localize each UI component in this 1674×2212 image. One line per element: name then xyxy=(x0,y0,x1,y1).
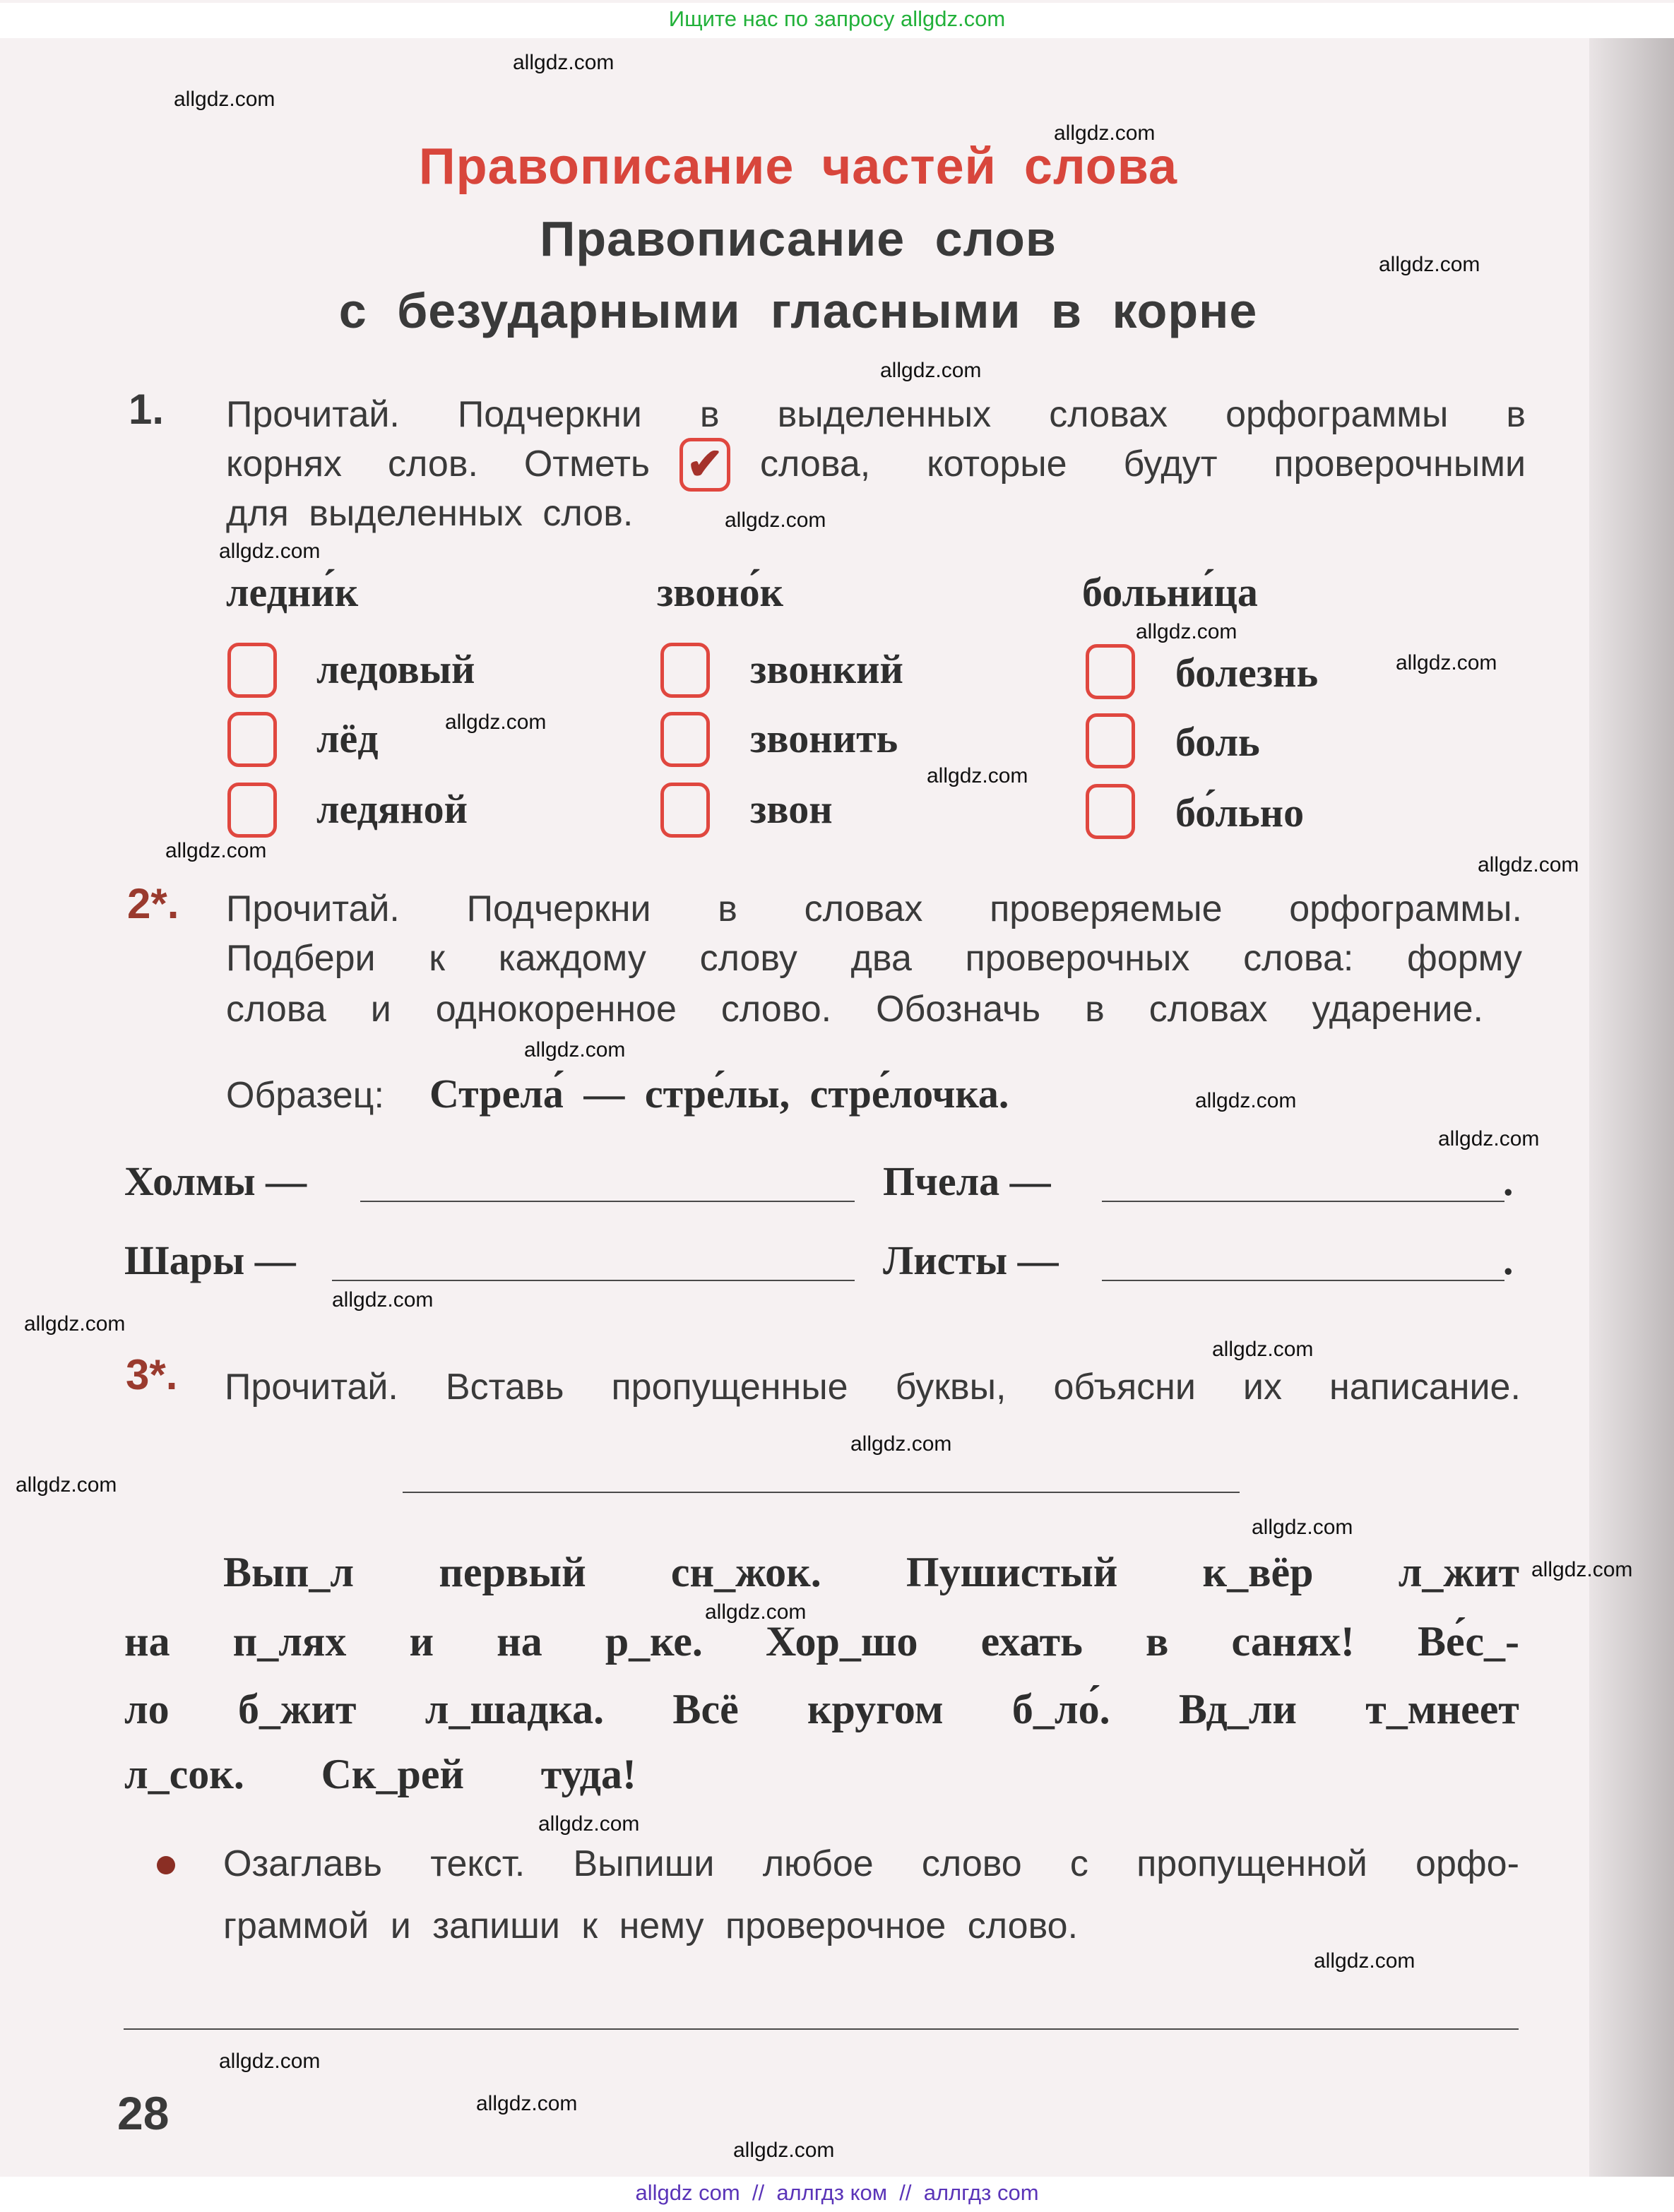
word: ло xyxy=(124,1686,170,1732)
word: словах xyxy=(804,888,923,929)
word: л_сок. xyxy=(124,1751,244,1797)
word: любое xyxy=(762,1843,874,1884)
word: первый xyxy=(439,1549,586,1595)
page-edge-shadow xyxy=(1589,38,1674,2178)
answer-line[interactable] xyxy=(360,1201,855,1202)
word: Хор_шо xyxy=(765,1618,918,1665)
word-holmy: Холмы — xyxy=(124,1158,307,1204)
checkbox-bol[interactable] xyxy=(1086,713,1135,768)
word: б_ло́. xyxy=(1011,1686,1110,1732)
option-label: ледяной xyxy=(316,786,468,832)
word: словах xyxy=(1148,989,1268,1030)
word: в xyxy=(1506,394,1526,435)
word: их xyxy=(1242,1367,1282,1408)
word-pchela: Пчела — xyxy=(883,1158,1051,1204)
word: Вставь xyxy=(445,1367,564,1408)
word: Вд_ли xyxy=(1178,1686,1297,1732)
word: и xyxy=(409,1618,434,1665)
word: Всё xyxy=(672,1686,739,1732)
text-line-4 xyxy=(124,1750,636,1799)
watermark: allgdz.com xyxy=(880,359,982,382)
watermark: allgdz.com xyxy=(1531,1558,1633,1581)
answer-line[interactable] xyxy=(332,1280,855,1281)
checkbox-zvonkii[interactable] xyxy=(660,643,710,698)
word: однокоренное xyxy=(435,989,677,1030)
text-line-1 xyxy=(223,1548,1519,1597)
word: корнях xyxy=(226,444,343,484)
text-line-3 xyxy=(124,1685,1519,1734)
end-dot: . xyxy=(1503,1158,1514,1204)
word: Ск_рей xyxy=(321,1751,465,1797)
watermark: allgdz.com xyxy=(332,1288,434,1312)
word: р_ке. xyxy=(605,1618,703,1665)
task1-line3: для выделенных слов. xyxy=(226,493,634,534)
word: Подчеркни xyxy=(457,394,642,435)
checkbox-bolezn[interactable] xyxy=(1086,644,1135,699)
bullet-line-1 xyxy=(223,1843,1519,1886)
checkbox-led[interactable] xyxy=(227,712,277,767)
page-number: 28 xyxy=(117,2087,170,2139)
word: Подбери xyxy=(226,938,376,979)
word: на xyxy=(497,1618,542,1665)
checkbox-ledovyi[interactable] xyxy=(227,643,277,698)
word: Вып_л xyxy=(223,1549,355,1595)
watermark: allgdz.com xyxy=(705,1600,807,1624)
watermark: allgdz.com xyxy=(725,509,826,532)
word: текст. xyxy=(430,1843,526,1884)
word: туда! xyxy=(540,1751,636,1797)
watermark: allgdz.com xyxy=(174,88,275,111)
watermark: allgdz.com xyxy=(16,1473,117,1497)
bullet-icon xyxy=(157,1856,175,1874)
watermark: allgdz.com xyxy=(219,2050,321,2073)
word: л_жит xyxy=(1398,1549,1519,1595)
word: кругом xyxy=(807,1686,944,1732)
word: слову xyxy=(699,938,797,979)
watermark: allgdz.com xyxy=(513,51,615,74)
text-line-2 xyxy=(124,1617,1519,1666)
word: объясни xyxy=(1053,1367,1196,1408)
word-shary: Шары — xyxy=(124,1237,296,1283)
word: проверочными xyxy=(1274,444,1526,484)
word: и xyxy=(370,989,391,1030)
word: Отметь xyxy=(523,444,650,484)
word: с xyxy=(1069,1843,1088,1884)
section-title: Правописание частей слова xyxy=(418,138,1178,195)
watermark: allgdz.com xyxy=(733,2139,835,2162)
word: Подчеркни xyxy=(466,888,651,929)
word: слово xyxy=(921,1843,1022,1884)
word: в xyxy=(718,888,737,929)
word: ехать xyxy=(980,1618,1083,1665)
option-label: болезнь xyxy=(1175,650,1319,696)
word: к xyxy=(429,938,446,979)
word: пропущенные xyxy=(611,1367,848,1408)
bullet-line-2: граммой и запиши к нему проверочное слово. xyxy=(223,1905,1079,1946)
word: слов. xyxy=(388,444,478,484)
word: Прочитай. xyxy=(225,1367,398,1408)
watermark: allgdz.com xyxy=(1252,1516,1353,1539)
word: б_жит xyxy=(237,1686,357,1732)
word: два xyxy=(850,938,912,979)
task1-number: 1. xyxy=(129,386,165,433)
highlighted-word-lednik: ледни́к xyxy=(226,569,359,615)
word: к_вёр xyxy=(1202,1549,1314,1595)
word: л_шадка. xyxy=(425,1686,605,1732)
word: слово. xyxy=(720,989,832,1030)
word: санях! xyxy=(1231,1618,1355,1665)
top-banner[interactable]: Ищите нас по запросу allgdz.com xyxy=(0,3,1674,38)
watermark: allgdz.com xyxy=(1478,853,1579,876)
word: слова: xyxy=(1243,938,1354,979)
word: пропущенной xyxy=(1136,1843,1367,1884)
task1-line1 xyxy=(226,394,1526,436)
task2-line2 xyxy=(226,938,1522,980)
title-answer-line[interactable] xyxy=(403,1492,1240,1493)
task2-line1 xyxy=(226,888,1522,931)
word: Озаглавь xyxy=(223,1843,383,1884)
checkbox-zvon[interactable] xyxy=(660,783,710,838)
word-listy: Листы — xyxy=(883,1237,1059,1283)
word: проверяемые xyxy=(990,888,1223,929)
word: орфограммы xyxy=(1225,394,1449,435)
watermark: allgdz.com xyxy=(445,710,547,734)
highlighted-word-zvonok: звоно́к xyxy=(657,569,784,615)
word: слова xyxy=(226,989,326,1030)
task3-instruction xyxy=(225,1367,1521,1409)
word: в xyxy=(1085,989,1105,1030)
checkmark-box-icon: ✔ xyxy=(679,438,730,492)
option-label: лёд xyxy=(316,715,379,761)
footer-links[interactable]: allgdz com // аллгдз ком // аллгдз com xyxy=(0,2177,1674,2212)
word: написание. xyxy=(1329,1367,1521,1408)
watermark: allgdz.com xyxy=(524,1038,626,1062)
answer-line[interactable] xyxy=(1102,1280,1504,1281)
watermark: allgdz.com xyxy=(476,2092,578,2115)
word: в xyxy=(699,394,720,435)
word: проверочных xyxy=(965,938,1190,979)
word: Ве́с_- xyxy=(1417,1618,1519,1665)
watermark: allgdz.com xyxy=(24,1312,126,1336)
option-label: боль xyxy=(1175,719,1260,765)
topic-title-line1: Правописание слов xyxy=(540,211,1057,266)
word: Прочитай. xyxy=(226,888,400,929)
option-label: бо́льно xyxy=(1175,790,1305,836)
checkbox-zvonit[interactable] xyxy=(660,712,710,767)
checkbox-bolno[interactable] xyxy=(1086,784,1135,839)
word: сн_жок. xyxy=(670,1549,821,1595)
watermark: allgdz.com xyxy=(1054,121,1156,145)
watermark: allgdz.com xyxy=(219,540,321,563)
word: будут xyxy=(1123,444,1218,484)
word: на xyxy=(124,1618,170,1665)
highlighted-word-bolnitsa: больни́ца xyxy=(1082,569,1258,615)
option-label: звонить xyxy=(750,715,898,761)
word: п_лях xyxy=(232,1618,347,1665)
task3-number: 3*. xyxy=(126,1351,178,1398)
topic-title-line2: с безударными гласными в корне xyxy=(338,283,1258,338)
word: которые xyxy=(927,444,1067,484)
word: словах xyxy=(1049,394,1168,435)
word: форму xyxy=(1407,938,1522,979)
word: Обозначь xyxy=(876,989,1041,1030)
option-label: ледовый xyxy=(316,646,475,692)
sample-label: Образец: xyxy=(226,1075,384,1116)
watermark: allgdz.com xyxy=(1396,651,1497,674)
task2-number: 2*. xyxy=(127,880,179,927)
task1-line2a xyxy=(226,444,650,486)
word: т_мнеет xyxy=(1365,1686,1519,1732)
sample-text: Стрела́ — стре́лы, стре́лочка. xyxy=(429,1071,1009,1117)
word: Прочитай. xyxy=(226,394,400,435)
watermark: allgdz.com xyxy=(538,1812,640,1836)
watermark: allgdz.com xyxy=(927,764,1028,787)
watermark: allgdz.com xyxy=(1438,1127,1540,1150)
watermark: allgdz.com xyxy=(1379,253,1480,276)
checkbox-ledyanoi[interactable] xyxy=(227,783,277,838)
word: Выпиши xyxy=(573,1843,715,1884)
word: Пушистый xyxy=(906,1549,1118,1595)
watermark: allgdz.com xyxy=(1195,1089,1297,1112)
word: орфограммы. xyxy=(1289,888,1522,929)
answer-line[interactable] xyxy=(1102,1201,1504,1202)
answer-line[interactable] xyxy=(124,2028,1519,2030)
option-label: звон xyxy=(750,786,833,832)
word: буквы, xyxy=(895,1367,1007,1408)
word: ударение. xyxy=(1312,989,1483,1030)
watermark: allgdz.com xyxy=(165,839,267,862)
end-dot: . xyxy=(1503,1237,1514,1283)
watermark: allgdz.com xyxy=(1136,620,1237,643)
word: каждому xyxy=(498,938,646,979)
task2-line3 xyxy=(226,989,1483,1031)
task1-line2b xyxy=(760,444,1526,486)
word: в xyxy=(1145,1618,1169,1665)
word: орфо- xyxy=(1415,1843,1519,1884)
option-label: звонкий xyxy=(750,646,903,692)
watermark: allgdz.com xyxy=(1212,1338,1314,1361)
watermark: allgdz.com xyxy=(850,1432,952,1456)
word: слова, xyxy=(760,444,871,484)
watermark: allgdz.com xyxy=(1314,1949,1415,1973)
word: выделенных xyxy=(777,394,992,435)
